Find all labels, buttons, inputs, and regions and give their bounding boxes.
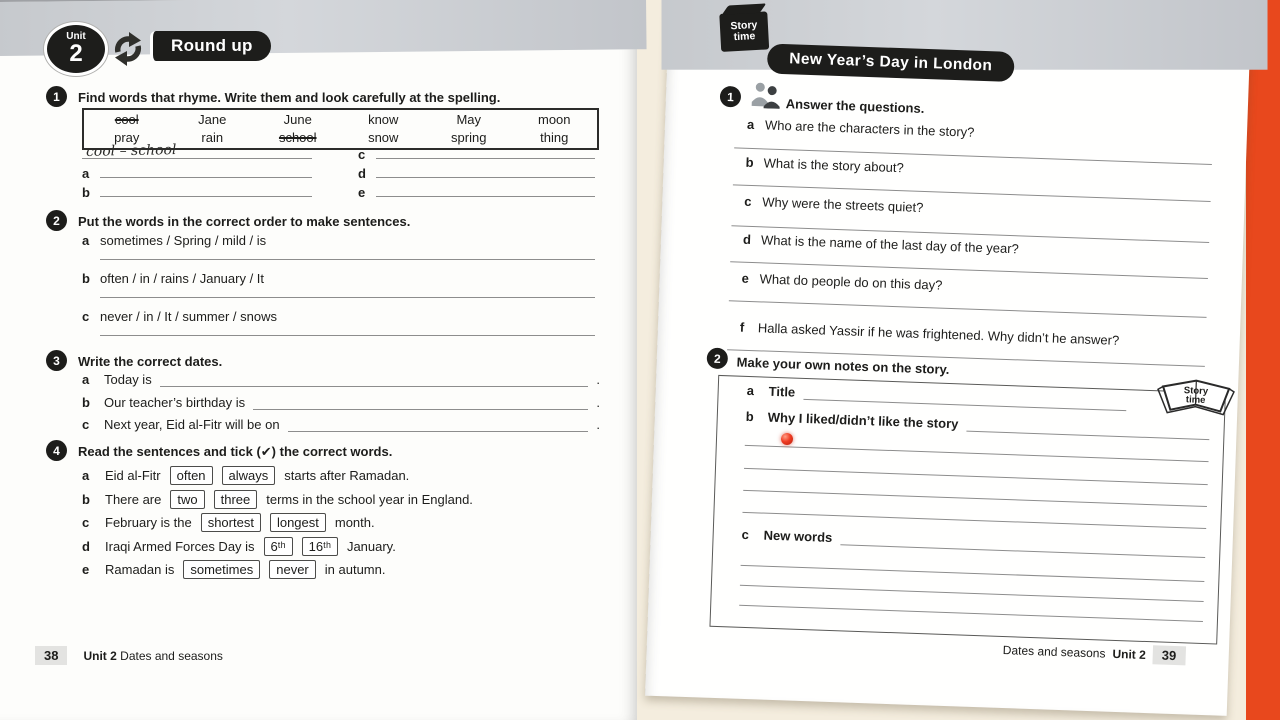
roundup-title-bar bbox=[150, 31, 271, 61]
notes-liked-row bbox=[746, 409, 1210, 440]
orange-cover-edge bbox=[1246, 0, 1280, 720]
option-box: always bbox=[222, 466, 276, 485]
story-tab-line1: Story bbox=[730, 18, 758, 33]
sentence-start: Next year, Eid al-Fitr will be on bbox=[104, 417, 280, 432]
item-label: c bbox=[741, 526, 750, 543]
option-box: never bbox=[269, 560, 316, 579]
roundup-title-text: Round up bbox=[171, 36, 253, 55]
word-snow: snow bbox=[368, 130, 399, 145]
story-time-open-book-icon bbox=[1154, 367, 1238, 420]
right-page-footer bbox=[1003, 640, 1186, 665]
scrambled-sentence: sometimes / Spring / mild / is bbox=[100, 233, 267, 248]
notes-field-label: Why I liked/didn’t like the story bbox=[767, 409, 959, 432]
exercise3-title: Write the correct dates. bbox=[78, 354, 223, 369]
sentence-post: starts after Ramadan. bbox=[284, 468, 410, 483]
item-label: d bbox=[82, 539, 90, 554]
answer-line bbox=[740, 585, 1204, 602]
answer-line bbox=[376, 177, 595, 178]
option-box: sometimes bbox=[183, 560, 260, 579]
footer-unit: Unit 2 bbox=[1112, 646, 1147, 662]
exercise2-number-badge: 2 bbox=[706, 348, 728, 370]
answer-line bbox=[376, 158, 595, 159]
item-label: b bbox=[82, 395, 90, 410]
item-label: a bbox=[82, 372, 90, 387]
word-school: school bbox=[278, 130, 317, 145]
answer-line bbox=[840, 530, 1206, 558]
answer-line bbox=[741, 565, 1205, 582]
answer-line bbox=[729, 300, 1207, 318]
sentence-post: terms in the school year in England. bbox=[266, 492, 473, 507]
story-title-text: New Year’s Day in London bbox=[789, 50, 993, 75]
option-box: three bbox=[214, 490, 258, 509]
word-know: know bbox=[368, 112, 399, 127]
left-page-footer bbox=[35, 646, 223, 665]
book-icon-line1: Story bbox=[1183, 385, 1209, 398]
page-number: 39 bbox=[1152, 645, 1185, 665]
option-box: two bbox=[170, 490, 204, 509]
exercise1-number-badge: 1 bbox=[46, 86, 67, 107]
tick-sentence-row bbox=[82, 537, 396, 556]
option-box: longest bbox=[270, 513, 326, 532]
word-rain: rain bbox=[201, 130, 224, 145]
story-time-book-icon bbox=[719, 11, 769, 51]
question-text: What do people do on this day? bbox=[759, 271, 943, 293]
story-notes-box bbox=[709, 375, 1225, 645]
tick-sentence-row bbox=[82, 490, 473, 509]
unit-badge bbox=[44, 22, 108, 76]
item-label: b bbox=[745, 154, 754, 171]
answer-line bbox=[82, 158, 312, 159]
answer-line bbox=[288, 417, 589, 432]
item-label-a: a bbox=[82, 166, 90, 181]
answer-line bbox=[739, 605, 1203, 622]
item-label: e bbox=[82, 562, 90, 577]
answer-line bbox=[744, 468, 1208, 485]
sentence-pre: Eid al-Fitr bbox=[105, 468, 161, 483]
word-spring: spring bbox=[451, 130, 487, 145]
unit-badge-label: Unit bbox=[66, 31, 86, 42]
example-handwritten-answer: cool – school bbox=[85, 142, 177, 160]
story-tab-line2: time bbox=[733, 30, 756, 44]
option-box: often bbox=[170, 466, 213, 485]
option-box: 6ᵗʰ bbox=[264, 537, 293, 556]
word-may: May bbox=[456, 112, 482, 127]
notes-field-label: New words bbox=[763, 527, 833, 545]
item-label: a bbox=[746, 116, 755, 133]
pairwork-people-icon bbox=[750, 81, 783, 109]
notes-field-label: Title bbox=[768, 383, 796, 400]
item-label: c bbox=[82, 309, 90, 324]
item-label: b bbox=[82, 492, 90, 507]
exercise2-number-badge: 2 bbox=[46, 210, 67, 231]
answer-line bbox=[745, 445, 1209, 462]
item-label: c bbox=[82, 417, 90, 432]
exercise4-number-badge: 4 bbox=[46, 440, 67, 461]
item-label: d bbox=[742, 231, 752, 247]
answer-line bbox=[160, 372, 589, 387]
word-cool: cool bbox=[114, 112, 139, 127]
item-label: a bbox=[82, 233, 90, 248]
word-thing: thing bbox=[540, 130, 569, 145]
tick-sentence-row bbox=[82, 466, 409, 485]
roundup-arrows-icon bbox=[110, 30, 146, 66]
left-page bbox=[0, 0, 637, 720]
footer-topic: Dates and seasons bbox=[120, 648, 223, 663]
item-label: b bbox=[745, 408, 755, 425]
item-label-e: e bbox=[358, 185, 366, 200]
item-label-c: c bbox=[358, 147, 366, 162]
answer-line bbox=[100, 196, 312, 197]
notes-newwords-row bbox=[741, 527, 1205, 558]
item-label: c bbox=[744, 193, 752, 209]
exercise2-title: Put the words in the correct order to make sentences. bbox=[78, 214, 411, 229]
scrambled-sentence: often / in / rains / January / It bbox=[100, 271, 265, 286]
page-number: 38 bbox=[35, 646, 67, 665]
sentence-end: . bbox=[596, 372, 600, 387]
option-box: shortest bbox=[201, 513, 261, 532]
question-text: Who are the characters in the story? bbox=[764, 117, 975, 140]
exercise1-title: Find words that rhyme. Write them and look carefully at the spelling. bbox=[78, 90, 501, 105]
word-pray: pray bbox=[114, 130, 140, 145]
sentence-end: . bbox=[596, 395, 600, 410]
date-sentence-row bbox=[82, 395, 600, 410]
word-jane: Jane bbox=[198, 112, 227, 127]
sentence-pre: There are bbox=[105, 492, 162, 507]
unit-badge-number: 2 bbox=[69, 40, 83, 67]
scrambled-sentence: never / in / It / summer / snows bbox=[100, 309, 277, 324]
sentence-start: Today is bbox=[104, 372, 152, 387]
answer-line bbox=[803, 385, 1127, 411]
word-june: June bbox=[283, 112, 312, 127]
sentence-start: Our teacher’s birthday is bbox=[104, 395, 246, 410]
exercise2-title: Make your own notes on the story. bbox=[736, 354, 950, 377]
answer-line bbox=[100, 335, 595, 336]
sentence-post: month. bbox=[334, 515, 375, 530]
item-label: f bbox=[739, 319, 745, 335]
option-box: 16ᵗʰ bbox=[302, 537, 338, 556]
answer-line bbox=[743, 490, 1207, 507]
answer-line bbox=[742, 512, 1206, 529]
footer-topic: Dates and seasons bbox=[1002, 642, 1106, 661]
exercise4-title: Read the sentences and tick (✔) the correct words. bbox=[78, 444, 393, 459]
sentence-pre: February is the bbox=[105, 515, 192, 530]
exercise1-title: Answer the questions. bbox=[785, 96, 925, 116]
sentence-pre: Ramadan is bbox=[105, 562, 175, 577]
question-text: What is the name of the last day of the year? bbox=[760, 232, 1020, 257]
item-label: a bbox=[82, 468, 90, 483]
word-moon: moon bbox=[537, 112, 571, 127]
exercise1-number-badge: 1 bbox=[720, 86, 742, 108]
footer-text bbox=[83, 649, 222, 663]
tick-sentence-row bbox=[82, 513, 375, 532]
answer-line bbox=[100, 259, 595, 260]
answer-line bbox=[100, 297, 595, 298]
sentence-post: January. bbox=[346, 539, 396, 554]
item-label: c bbox=[82, 515, 90, 530]
date-sentence-row bbox=[82, 417, 600, 432]
notes-title-row bbox=[746, 383, 1126, 411]
footer-unit: Unit 2 bbox=[83, 648, 117, 663]
sentence-end: . bbox=[596, 417, 600, 432]
item-label: e bbox=[741, 270, 750, 286]
exercise3-number-badge: 3 bbox=[46, 350, 67, 371]
red-pointer-dot bbox=[781, 433, 793, 445]
sentence-post: in autumn. bbox=[324, 562, 386, 577]
sentence-pre: Iraqi Armed Forces Day is bbox=[105, 539, 255, 554]
answer-line bbox=[100, 177, 312, 178]
item-label-d: d bbox=[358, 166, 366, 181]
date-sentence-row bbox=[82, 372, 600, 387]
answer-line bbox=[253, 395, 588, 410]
item-label: b bbox=[82, 271, 90, 286]
right-page bbox=[645, 0, 1252, 716]
question-text: Why were the streets quiet? bbox=[762, 194, 924, 215]
item-label: a bbox=[746, 382, 755, 399]
tick-sentence-row bbox=[82, 560, 385, 579]
question-text: Halla asked Yassir if he was frightened. Why didn’t he answer? bbox=[757, 320, 1120, 348]
item-label-b: b bbox=[82, 185, 90, 200]
question-text: What is the story about? bbox=[763, 155, 905, 176]
answer-line bbox=[966, 417, 1210, 440]
book-icon-line2: time bbox=[1185, 394, 1206, 406]
answer-line bbox=[376, 196, 595, 197]
